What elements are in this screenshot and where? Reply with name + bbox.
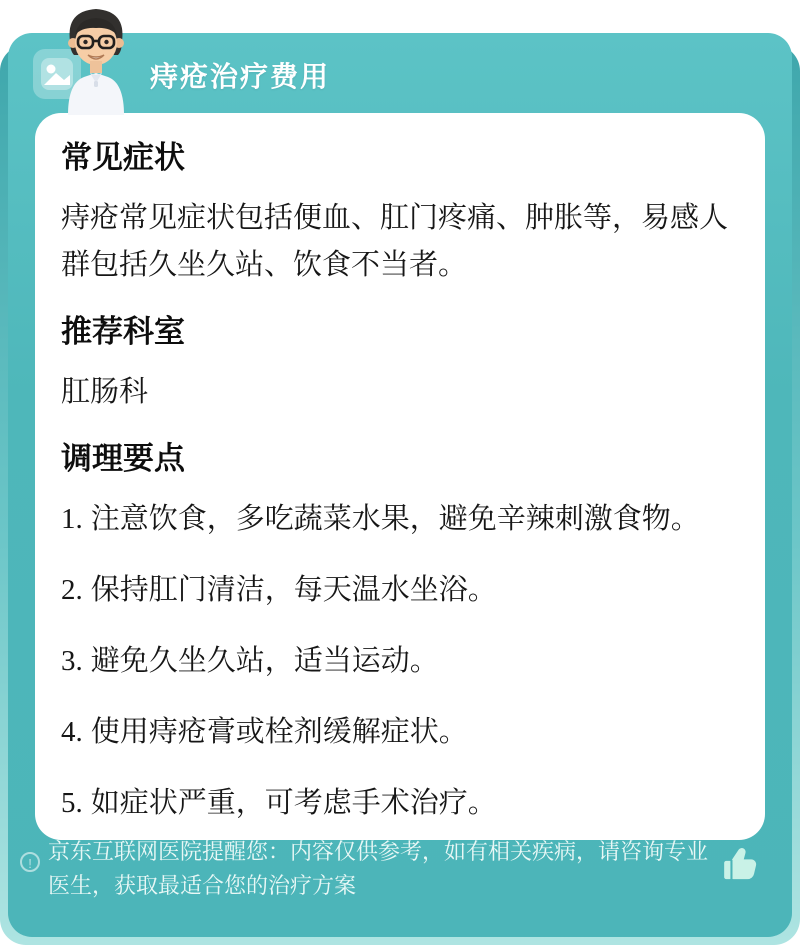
list-item	[61, 567, 739, 614]
list-item-number: 3.	[61, 645, 83, 677]
doctor-avatar	[50, 3, 142, 115]
health-info-panel	[8, 33, 792, 937]
list-item-text: 注意饮食，多吃蔬菜水果，避免辛辣刺激食物。	[90, 503, 700, 535]
page-title: 痔疮治疗费用	[150, 61, 331, 92]
thumbs-up-icon[interactable]	[720, 845, 760, 885]
content-card	[35, 113, 765, 840]
list-item-number: 2.	[61, 574, 83, 606]
list-item-text: 避免久坐久站，适当运动。	[90, 645, 439, 677]
list-item-text: 保持肛门清洁，每天温水坐浴。	[90, 574, 497, 606]
list-item	[61, 780, 739, 827]
list-item-text: 如症状严重，可考虑手术治疗。	[90, 787, 497, 819]
list-item-number: 1.	[61, 503, 83, 535]
section-body-symptoms: 痔疮常见症状包括便血、肛门疼痛、肿胀等，易感人群包括久坐久站、饮食不当者。	[61, 202, 729, 281]
section-heading-symptoms: 常见症状	[61, 140, 185, 175]
info-icon: !	[20, 852, 40, 872]
list-item	[61, 709, 739, 756]
section-body-department: 肛肠科	[61, 376, 149, 408]
list-item-number: 4.	[61, 716, 83, 748]
care-list	[61, 496, 739, 827]
section-heading-care: 调理要点	[61, 441, 185, 476]
disclaimer-text: 京东互联网医院提醒您：内容仅供参考，如有相关疾病，请咨询专业医生，获取最适合您的治疗方案	[48, 839, 709, 898]
section-heading-department: 推荐科室	[61, 314, 185, 349]
list-item	[61, 496, 739, 543]
footer-disclaimer-bar	[8, 835, 792, 915]
list-item-text: 使用痔疮膏或栓剂缓解症状。	[90, 716, 468, 748]
list-item-number: 5.	[61, 787, 83, 819]
list-item	[61, 638, 739, 685]
